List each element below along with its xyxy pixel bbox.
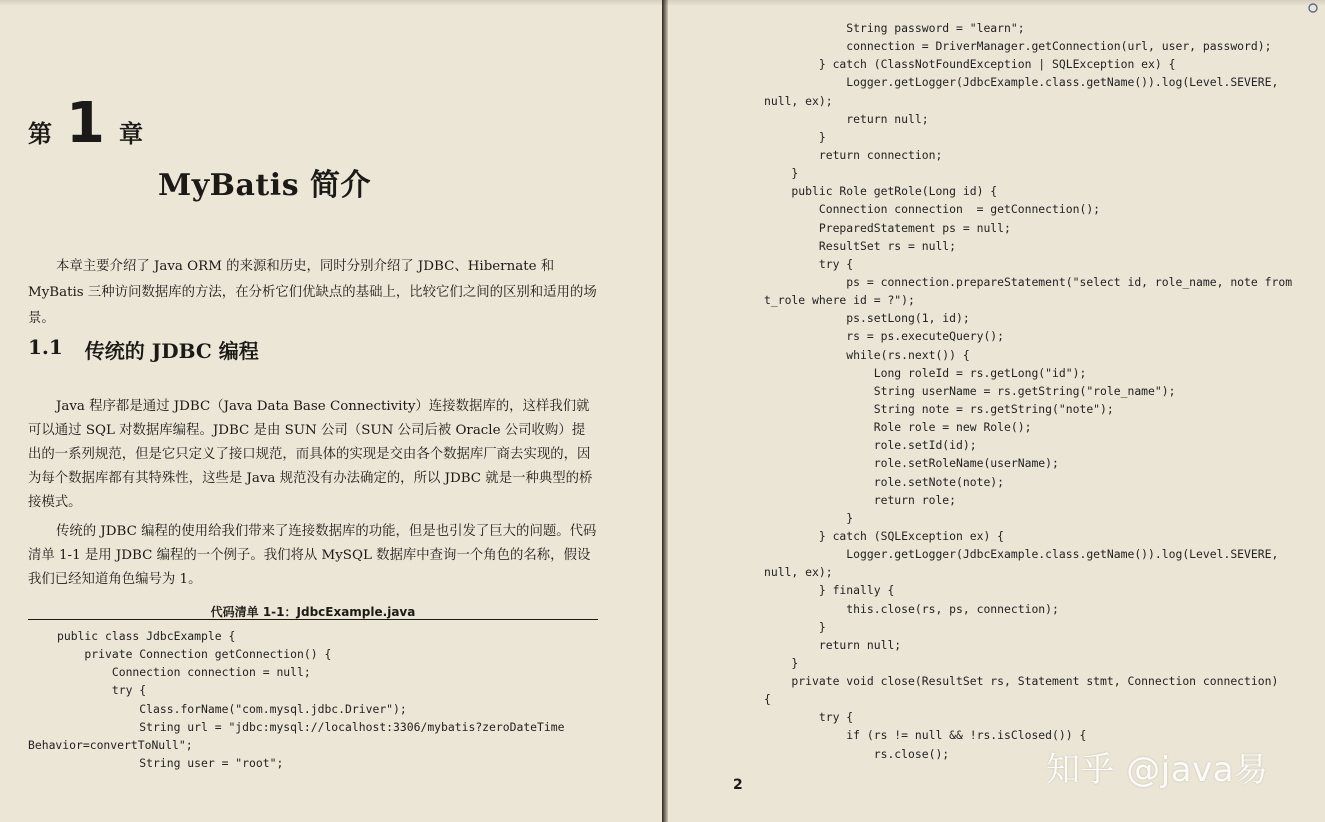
top-shadow <box>0 0 1325 6</box>
code-line: null, ex); <box>764 93 833 108</box>
code-line: return null; <box>764 637 902 652</box>
code-line: ps = connection.prepareStatement("select id, role_name, note from <box>764 274 1293 289</box>
chapter-prefix: 第 <box>28 119 52 148</box>
chapter-suffix: 章 <box>118 119 143 148</box>
code-listing-right <box>764 19 1292 763</box>
code-line: String user = "root"; <box>57 755 284 770</box>
code-line: PreparedStatement ps = null; <box>764 220 1011 235</box>
code-line: String note = rs.getString("note"); <box>764 401 1114 416</box>
code-line: private void close(ResultSet rs, Statement stmt, Connection connection) <box>764 674 1279 689</box>
code-line: role.setId(id); <box>764 438 977 453</box>
code-line: } <box>764 619 826 634</box>
code-line: t_role where id = ?"); <box>764 293 915 308</box>
code-line: } finally { <box>764 583 895 598</box>
chapter-intro: 本章主要介绍了 Java ORM 的来源和历史，同时分别介绍了 JDBC、Hibernate 和 MyBatis 三种访问数据库的方法，在分析它们优缺点的基础上，比较它们之间的区别和适用的场景。 <box>28 259 597 326</box>
code-listing-title: 代码清单 1-1：JdbcExample.java <box>210 605 416 619</box>
code-line: String userName = rs.getString("role_name"); <box>764 383 1176 398</box>
body-paragraph-jdbc: Java 程序都是通过 JDBC（Java Data Base Connectivity）连接数据库的，这样我们就可以通过 SQL 对数据库编程。JDBC 是由 SUN 公司（SUN 公司后被 Oracle 公司收购）提出的一系列规范，但是它只定义了接口规范，而具体的实现是交由各个数据库厂商去实现的，因为每个数据库都有其特殊性，这些是 Java 规范没有办法确定的，所以 JDBC 就是一种典型的桥接模式。 <box>28 399 593 510</box>
chapter-title: MyBatis 简介 <box>158 168 372 203</box>
code-line: while(rs.next()) { <box>764 347 970 362</box>
code-line: return role; <box>764 492 957 507</box>
code-line: Connection connection = null; <box>57 665 311 680</box>
code-line: } catch (ClassNotFoundException | SQLException ex) { <box>764 57 1176 72</box>
code-listing-left <box>28 627 565 772</box>
code-line: } <box>764 166 799 181</box>
code-line: null, ex); <box>764 565 833 580</box>
code-line: Class.forName("com.mysql.jdbc.Driver"); <box>57 701 407 716</box>
code-line: ResultSet rs = null; <box>764 238 957 253</box>
code-line: role.setNote(note); <box>764 474 1005 489</box>
code-line: connection = DriverManager.getConnection(url, user, password); <box>764 39 1272 54</box>
corner-mark-icon <box>1307 2 1319 14</box>
code-line: } catch (SQLException ex) { <box>764 528 1005 543</box>
code-line: Long roleId = rs.getLong("id"); <box>764 365 1087 380</box>
code-line: Logger.getLogger(JdbcExample.class.getName()).log(Level.SEVERE, <box>764 75 1279 90</box>
code-line: public class JdbcExample { <box>57 629 236 643</box>
code-line: role.setRoleName(userName); <box>764 456 1059 471</box>
code-line: return null; <box>764 111 929 126</box>
code-line: try { <box>764 256 854 271</box>
section-number: 1.1 <box>28 335 63 359</box>
section-title: 传统的 JDBC 编程 <box>84 339 259 363</box>
code-line: } <box>764 510 854 525</box>
code-line: try { <box>764 710 854 725</box>
code-line: rs.close(); <box>764 746 950 761</box>
code-line: Connection connection = getConnection(); <box>764 202 1101 217</box>
code-line: if (rs != null && !rs.isClosed()) { <box>764 728 1087 743</box>
code-line: } <box>764 129 826 144</box>
code-line: ps.setLong(1, id); <box>764 311 970 326</box>
code-line: try { <box>57 683 147 698</box>
chapter-label <box>28 91 143 156</box>
code-line: rs = ps.executeQuery(); <box>764 329 1005 344</box>
code-line: Behavior=convertToNull"; <box>28 737 193 752</box>
code-line: { <box>764 692 771 707</box>
body-paragraph-problem: 传统的 JDBC 编程的使用给我们带来了连接数据库的功能，但是也引发了巨大的问题。代码清单 1-1 是用 JDBC 编程的一个例子。我们将从 MySQL 数据库中查询一个角色的名称，假设我们已经知道角色编号为 1。 <box>28 524 597 587</box>
code-line: this.close(rs, ps, connection); <box>764 601 1059 616</box>
listing-rule-divider <box>28 619 598 620</box>
page-number: 2 <box>733 777 743 793</box>
code-line: return connection; <box>764 147 943 162</box>
code-line: String url = "jdbc:mysql://localhost:3306/mybatis?zeroDateTime <box>57 719 565 734</box>
code-line: Role role = new Role(); <box>764 420 1032 435</box>
code-line: } <box>764 655 799 670</box>
code-line: public Role getRole(Long id) { <box>764 184 998 199</box>
zhihu-watermark: 知乎 @java易 <box>1046 750 1269 790</box>
code-line: Logger.getLogger(JdbcExample.class.getName()).log(Level.SEVERE, <box>764 547 1279 562</box>
chapter-number: 1 <box>66 91 105 156</box>
book-spine <box>662 0 668 822</box>
section-heading <box>28 335 259 364</box>
code-line: private Connection getConnection() { <box>57 647 332 662</box>
code-line: String password = "learn"; <box>764 21 1025 35</box>
